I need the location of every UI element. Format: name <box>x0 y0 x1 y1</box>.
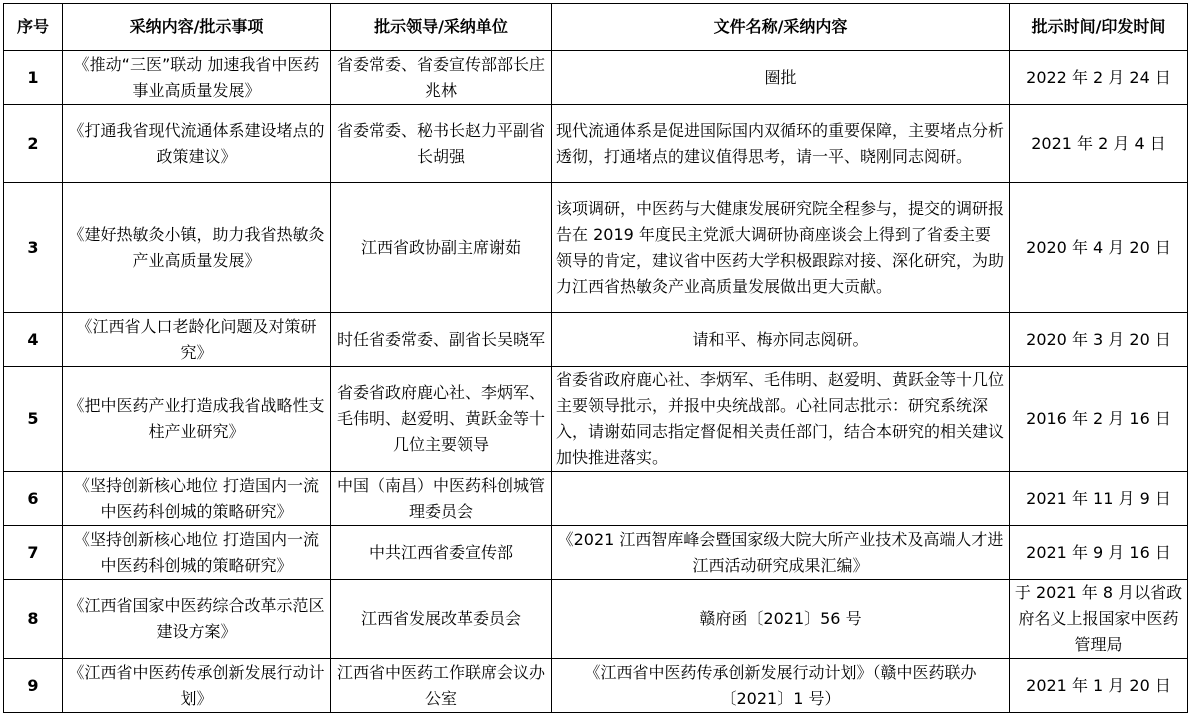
row-item: 《建好热敏灸小镇，助力我省热敏灸产业高质量发展》 <box>63 183 331 313</box>
row-content: 现代流通体系是促进国际国内双循环的重要保障，主要堵点分析透彻，打通堵点的建议值得思考，请一平、晓刚同志阅研。 <box>552 105 1010 183</box>
row-serial: 7 <box>4 526 63 580</box>
table-row <box>4 472 1188 526</box>
table-row <box>4 659 1188 713</box>
row-leader: 江西省政协副主席谢茹 <box>331 183 552 313</box>
row-item: 《坚持创新核心地位 打造国内一流中医药科创城的策略研究》 <box>63 526 331 580</box>
row-item: 《打通我省现代流通体系建设堵点的政策建议》 <box>63 105 331 183</box>
row-item: 《江西省中医药传承创新发展行动计划》 <box>63 659 331 713</box>
table-row <box>4 526 1188 580</box>
row-content: 圈批 <box>552 51 1010 105</box>
row-serial: 2 <box>4 105 63 183</box>
table-row <box>4 183 1188 313</box>
row-content: 该项调研，中医药与大健康发展研究院全程参与，提交的调研报告在 2019 年度民主党派大调研协商座谈会上得到了省委主要领导的肯定，建议省中医药大学积极跟踪对接、深化研究，为助力江西省热敏灸产业高质量发展做出更大贡献。 <box>552 183 1010 313</box>
header-date: 批示时间/印发时间 <box>1010 4 1188 51</box>
row-item: 《坚持创新核心地位 打造国内一流中医药科创城的策略研究》 <box>63 472 331 526</box>
row-content: 《江西省中医药传承创新发展行动计划》（赣中医药联办〔2021〕1 号） <box>552 659 1010 713</box>
row-serial: 3 <box>4 183 63 313</box>
row-leader: 中国（南昌）中医药科创城管理委员会 <box>331 472 552 526</box>
row-serial: 5 <box>4 367 63 472</box>
row-date: 2020 年 4 月 20 日 <box>1010 183 1188 313</box>
row-date: 2021 年 11 月 9 日 <box>1010 472 1188 526</box>
row-leader: 中共江西省委宣传部 <box>331 526 552 580</box>
table-row <box>4 580 1188 659</box>
row-leader: 省委常委、秘书长赵力平副省长胡强 <box>331 105 552 183</box>
row-content: 《2021 江西智库峰会暨国家级大院大所产业技术及高端人才进江西活动研究成果汇编》 <box>552 526 1010 580</box>
approval-table <box>3 3 1188 713</box>
row-leader: 江西省中医药工作联席会议办公室 <box>331 659 552 713</box>
row-content: 省委省政府鹿心社、李炳军、毛伟明、赵爱明、黄跃金等十几位主要领导批示，并报中央统战部。心社同志批示：研究系统深入，请谢茹同志指定督促相关责任部门，结合本研究的相关建议加快推进落实。 <box>552 367 1010 472</box>
row-leader: 时任省委常委、副省长吴晓军 <box>331 313 552 367</box>
row-date: 2021 年 9 月 16 日 <box>1010 526 1188 580</box>
row-content: 赣府函〔2021〕56 号 <box>552 580 1010 659</box>
table-row <box>4 313 1188 367</box>
header-content: 文件名称/采纳内容 <box>552 4 1010 51</box>
row-leader: 省委省政府鹿心社、李炳军、毛伟明、赵爱明、黄跃金等十几位主要领导 <box>331 367 552 472</box>
header-leader: 批示领导/采纳单位 <box>331 4 552 51</box>
row-serial: 9 <box>4 659 63 713</box>
row-serial: 1 <box>4 51 63 105</box>
row-leader: 江西省发展改革委员会 <box>331 580 552 659</box>
row-date: 2020 年 3 月 20 日 <box>1010 313 1188 367</box>
header-row <box>4 4 1188 51</box>
table-row <box>4 105 1188 183</box>
row-item: 《江西省国家中医药综合改革示范区建设方案》 <box>63 580 331 659</box>
row-serial: 6 <box>4 472 63 526</box>
table-row <box>4 367 1188 472</box>
row-date: 2021 年 2 月 4 日 <box>1010 105 1188 183</box>
row-serial: 4 <box>4 313 63 367</box>
row-leader: 省委常委、省委宣传部部长庄兆林 <box>331 51 552 105</box>
row-content: 请和平、梅亦同志阅研。 <box>552 313 1010 367</box>
row-date: 2022 年 2 月 24 日 <box>1010 51 1188 105</box>
row-item: 《把中医药产业打造成我省战略性支柱产业研究》 <box>63 367 331 472</box>
row-item: 《江西省人口老龄化问题及对策研究》 <box>63 313 331 367</box>
row-content <box>552 472 1010 526</box>
row-date: 2021 年 1 月 20 日 <box>1010 659 1188 713</box>
row-item: 《推动“三医”联动 加速我省中医药事业高质量发展》 <box>63 51 331 105</box>
row-date: 2016 年 2 月 16 日 <box>1010 367 1188 472</box>
row-date: 于 2021 年 8 月以省政府名义上报国家中医药管理局 <box>1010 580 1188 659</box>
table-row <box>4 51 1188 105</box>
header-serial: 序号 <box>4 4 63 51</box>
row-serial: 8 <box>4 580 63 659</box>
header-item: 采纳内容/批示事项 <box>63 4 331 51</box>
